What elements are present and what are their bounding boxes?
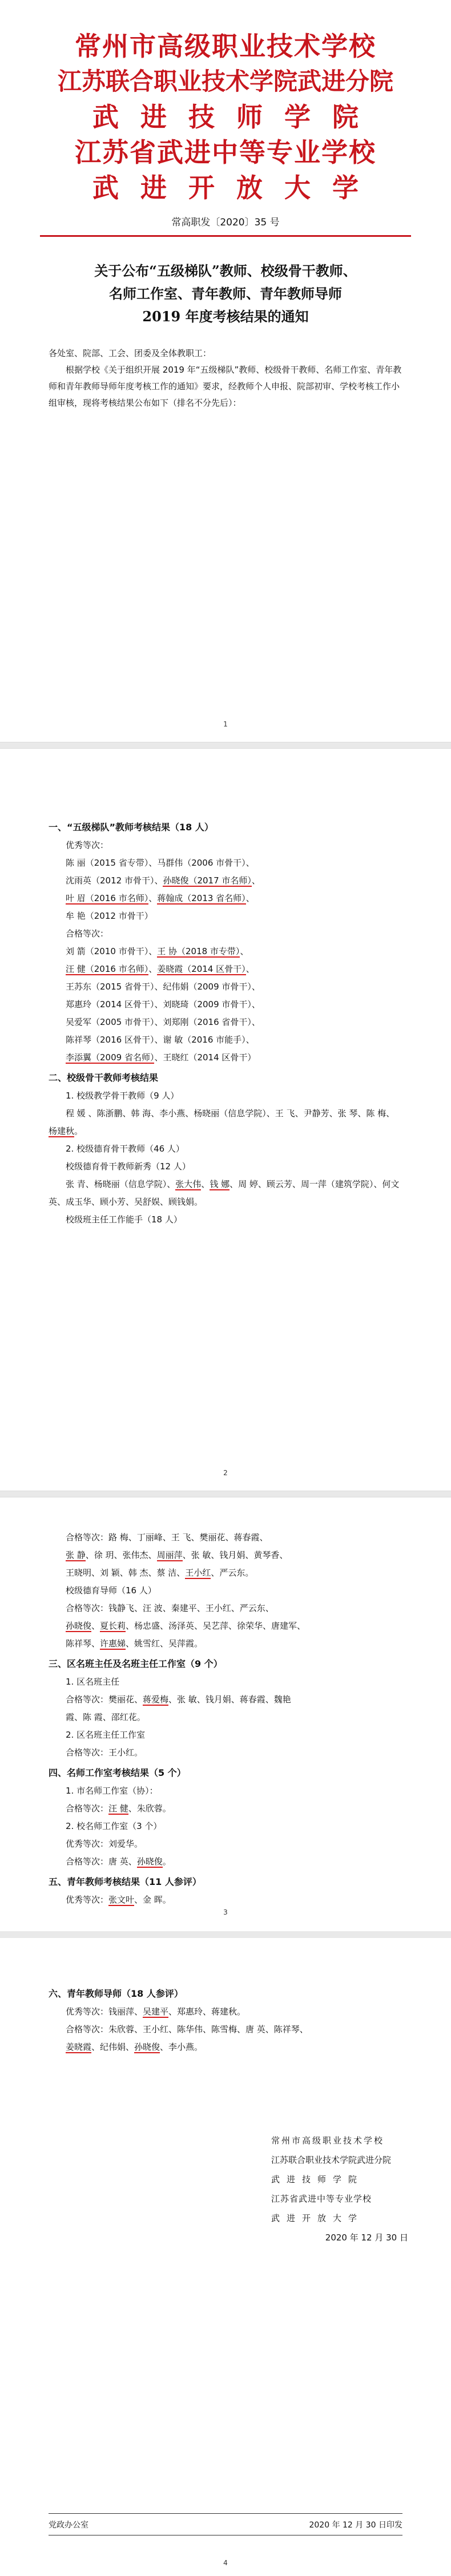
result-line bbox=[49, 996, 402, 1014]
result-line bbox=[49, 890, 402, 907]
underlined-name: 许惠娣 bbox=[100, 1638, 126, 1649]
result-label: 优秀等次： bbox=[66, 840, 109, 850]
section-title: 一、“五级梯队”教师考核结果（18 人） bbox=[49, 822, 214, 833]
signature-line: 江苏省武进中等专业学校 bbox=[271, 2194, 372, 2204]
result-line bbox=[49, 872, 402, 890]
text-segment: 、杨忠盛、汤泽英、吴艺萍、徐荣华、唐建军、 bbox=[126, 1621, 306, 1631]
result-line bbox=[49, 1529, 402, 1547]
underlined-name: 姜晓霞（2014 区骨干） bbox=[157, 964, 246, 974]
sub-heading: 校级班主任工作能手（18 人） bbox=[66, 1214, 182, 1225]
underlined-name: 孙晓俊 bbox=[66, 1621, 92, 1631]
text-segment: 。 bbox=[74, 1126, 83, 1136]
result-line bbox=[49, 854, 402, 872]
title-line: 2019 年度考核结果的通知 bbox=[142, 308, 309, 325]
text-segment: 、 bbox=[148, 893, 158, 903]
sub-heading: 2. 校名师工作室（3 个） bbox=[66, 1821, 162, 1831]
result-line bbox=[49, 1800, 402, 1818]
result-line bbox=[49, 1617, 402, 1635]
letterhead-line: 常州市高级职业技术学校 bbox=[75, 31, 376, 62]
text-segment: 、朱欣蓉。 bbox=[128, 1803, 171, 1814]
text-segment: 牟 艳（2012 市骨干） bbox=[66, 911, 153, 921]
underlined-name: 孙晓俊 bbox=[134, 2042, 160, 2052]
result-lines bbox=[49, 943, 402, 1067]
result-line bbox=[49, 907, 402, 925]
sub-heading: 校级德育导师（16 人） bbox=[66, 1585, 156, 1596]
result-line bbox=[49, 1709, 402, 1726]
underlined-name: 张大伟 bbox=[175, 1179, 202, 1189]
sub-heading: 校级德育骨干教师新秀（12 人） bbox=[66, 1161, 191, 1172]
sub-heading: 2. 校级德育骨干教师（46 人） bbox=[66, 1144, 184, 1154]
result-lines bbox=[49, 1529, 402, 1582]
text-segment: 合格等次：樊丽花、 bbox=[66, 1694, 143, 1705]
text-segment: 陈 丽（2015 省专带）、马群伟（2006 市骨干）、 bbox=[66, 858, 255, 868]
section-6 bbox=[49, 1983, 402, 2056]
text-segment: 、 bbox=[251, 875, 260, 886]
letterhead-line: 武进技师学院 bbox=[92, 102, 380, 132]
text-segment: 合格等次：唐 英、 bbox=[66, 1856, 137, 1867]
underlined-name: 李添翼（2009 省名师） bbox=[66, 1052, 155, 1063]
page-number: 1 bbox=[223, 720, 228, 728]
text-segment: 霞、陈 霞、邵红花。 bbox=[66, 1712, 146, 1722]
text-segment: 、张 敏、钱月娟、黄琴香、 bbox=[182, 1550, 288, 1560]
section-title: 六、青年教师导师（18 人参评） bbox=[49, 1988, 183, 1999]
text-segment: 、王晓红（2014 区骨干） bbox=[154, 1052, 256, 1063]
sub-heading: 2. 区名班主任工作室 bbox=[66, 1730, 146, 1740]
title-line: 名师工作室、青年教师、青年教师导师 bbox=[109, 285, 342, 302]
result-line bbox=[49, 1105, 402, 1140]
page-number: 3 bbox=[223, 1908, 228, 1916]
result-lines bbox=[49, 1105, 402, 1140]
footer bbox=[49, 2519, 402, 2530]
result-lines bbox=[49, 854, 402, 925]
result-line bbox=[49, 1600, 402, 1617]
result-line bbox=[49, 1891, 402, 1909]
result-line bbox=[49, 1744, 402, 1762]
result-lines bbox=[49, 1891, 402, 1909]
signature-line: 江苏联合职业技术学院武进分院 bbox=[271, 2155, 392, 2165]
text-segment: 刘 箭（2010 市骨干）、 bbox=[66, 946, 158, 956]
section-title: 三、区名班主任及名班主任工作室（9 个） bbox=[49, 1658, 223, 1669]
page-number: 4 bbox=[223, 2559, 228, 2567]
text-segment: 合格等次：路 梅、丁丽峰、王 飞、樊丽花、蒋春霞、 bbox=[66, 1532, 268, 1543]
result-line bbox=[49, 1564, 402, 1582]
text-segment: 、 bbox=[91, 1621, 100, 1631]
text-segment: 陈祥琴（2016 区骨干）、谢 敏（2016 市能手）、 bbox=[66, 1035, 255, 1045]
underlined-name: 孙晓俊（2017 市名师） bbox=[163, 875, 252, 886]
result-lines bbox=[49, 2003, 402, 2056]
result-lines bbox=[49, 1835, 402, 1871]
underlined-name: 王小红 bbox=[185, 1568, 211, 1578]
sub-heading: 1. 区名班主任 bbox=[66, 1677, 120, 1687]
result-line bbox=[49, 2038, 402, 2056]
text-segment: 郑惠玲（2014 区骨干）、刘晓琦（2009 市骨干）、 bbox=[66, 999, 260, 1010]
underlined-name: 蒋爱梅 bbox=[143, 1694, 169, 1705]
intro bbox=[49, 345, 402, 411]
text-segment: 、徐 玥、张伟杰、 bbox=[85, 1550, 157, 1560]
letterhead-line: 武进开放大学 bbox=[92, 172, 380, 203]
result-line bbox=[49, 1547, 402, 1564]
document-title bbox=[34, 260, 417, 328]
text-segment: 王苏东（2015 省骨干）、纪伟娟（2009 市骨干）、 bbox=[66, 982, 260, 992]
underlined-name: 张 静 bbox=[66, 1550, 86, 1560]
text-segment: 、纪伟娟、 bbox=[91, 2042, 135, 2052]
sub-heading: 1. 校级教学骨干教师（9 人） bbox=[66, 1091, 179, 1101]
underlined-name: 钱 娜 bbox=[210, 1179, 230, 1189]
section-title: 二、校级骨干教师考核结果 bbox=[49, 1072, 159, 1083]
text-segment: 。 bbox=[162, 1856, 171, 1867]
underlined-name: 孙晓俊 bbox=[136, 1856, 163, 1867]
result-line bbox=[49, 1031, 402, 1049]
result-lines bbox=[49, 1600, 402, 1653]
text-segment: 、 bbox=[148, 964, 158, 974]
underlined-name: 汪 健（2016 市名师） bbox=[66, 964, 149, 974]
text-segment: 、 bbox=[245, 964, 255, 974]
text-segment: 合格等次：朱欣蓉、王小红、陈华伟、陈雪梅、唐 英、陈祥琴、 bbox=[66, 2024, 308, 2034]
result-line bbox=[49, 1014, 402, 1031]
text-segment: 优秀等次： bbox=[66, 1895, 109, 1905]
underlined-name: 张文叶 bbox=[108, 1895, 135, 1905]
signature-date: 2020 年 12 月 30 日 bbox=[325, 2232, 408, 2243]
section-title: 五、青年教师考核结果（11 人参评） bbox=[49, 1876, 202, 1887]
result-line bbox=[49, 1691, 402, 1709]
text-segment: 、姚雪红、吴萍霞。 bbox=[126, 1638, 203, 1649]
text-segment: 、郑惠玲、蒋建秋。 bbox=[168, 2006, 246, 2017]
result-line bbox=[49, 2003, 402, 2021]
text-segment: 、李小燕。 bbox=[160, 2042, 203, 2052]
page-3 bbox=[0, 1497, 451, 2576]
underlined-name: 叶 眉（2016 市名师） bbox=[66, 893, 149, 903]
underlined-name: 吴建平 bbox=[143, 2006, 169, 2017]
underlined-name: 杨建秋 bbox=[49, 1126, 75, 1136]
result-lines bbox=[49, 1744, 402, 1762]
result-line bbox=[49, 1853, 402, 1871]
page-1 bbox=[0, 0, 451, 742]
intro-paragraph: 根据学校《关于组织开展 2019 年“五级梯队”教师、校级骨干教师、名师工作室、青年教师和青年教师导师年度考核工作的通知》要求，经教师个人申报、院部初审、学校考核工作小组审核，现将考核结果公布如下（排名不分先后）： bbox=[49, 365, 402, 408]
result-lines bbox=[49, 1800, 402, 1818]
footer-issuer: 党政办公室 bbox=[49, 2521, 88, 2530]
footer-print-date: 2020 年 12 月 30 日印发 bbox=[309, 2521, 402, 2530]
letterhead-line: 江苏联合职业技术学院武进分院 bbox=[57, 67, 393, 95]
text-segment: 、张 敏、钱月娟、蒋春霞、魏艳 bbox=[168, 1694, 291, 1705]
result-line bbox=[49, 978, 402, 996]
text-segment: 、金 晖。 bbox=[134, 1895, 171, 1905]
document-number: 常高职发〔2020〕35 号 bbox=[171, 217, 280, 228]
text-segment: 合格等次： bbox=[66, 1803, 109, 1814]
text-segment: 王晓明、刘 颖、韩 杰、蔡 洁、 bbox=[66, 1568, 186, 1578]
text-segment: 、严云东。 bbox=[211, 1568, 254, 1578]
underlined-name: 夏长莉 bbox=[100, 1621, 126, 1631]
text-segment: 、 bbox=[240, 946, 249, 956]
page-2 bbox=[0, 749, 451, 1491]
text-segment: 、周 婷、顾云芳、周一萍（建筑学院）、何文英、成玉华、顾小芳、吴舒娱、顾钱娟。 bbox=[49, 1179, 400, 1207]
section-title: 四、名师工作室考核结果（5 个） bbox=[49, 1767, 186, 1778]
page-number: 2 bbox=[223, 1469, 228, 1477]
result-line bbox=[49, 1176, 402, 1211]
text-segment: 程 媛 、陈浙鹏、韩 海、李小燕、杨晓丽（信息学院）、王 飞、尹静芳、张 琴、陈 梅、 bbox=[66, 1108, 395, 1119]
red-divider bbox=[40, 235, 411, 237]
sub-heading: 1. 市名师工作室（协）： bbox=[66, 1786, 158, 1796]
text-segment: 、 bbox=[245, 893, 255, 903]
section-1 bbox=[49, 816, 402, 1229]
text-segment: 合格等次：钱静飞、汪 波、秦建平、王小红、严云东、 bbox=[66, 1603, 274, 1613]
greeting: 各处室、院部、工会、团委及全体教职工： bbox=[49, 348, 212, 358]
underlined-name: 王 协（2018 市专带） bbox=[157, 946, 240, 956]
text-segment: 、 bbox=[201, 1179, 210, 1189]
page-gap bbox=[0, 1931, 451, 1938]
signature-line: 武进技师学院 bbox=[271, 2174, 364, 2185]
signature-line: 武进开放大学 bbox=[271, 2213, 364, 2223]
underlined-name: 姜晓霞 bbox=[66, 2042, 92, 2052]
title-line: 关于公布“五级梯队”教师、校级骨干教师、 bbox=[94, 263, 357, 279]
result-line bbox=[49, 1049, 402, 1067]
text-segment: 合格等次：王小红。 bbox=[66, 1747, 143, 1758]
signature-block bbox=[271, 2131, 420, 2247]
underlined-name: 蒋翰成（2013 省名师） bbox=[157, 893, 246, 903]
result-line bbox=[49, 960, 402, 978]
signature-line: 常州市高级职业技术学校 bbox=[271, 2135, 385, 2146]
document-letterhead bbox=[34, 29, 417, 205]
result-line bbox=[49, 1635, 402, 1653]
sections-2-5 bbox=[49, 1529, 402, 1909]
result-line bbox=[49, 2021, 402, 2038]
text-segment: 张 青、杨晓丽（信息学院）、 bbox=[66, 1179, 176, 1189]
footer-rule bbox=[49, 2513, 402, 2514]
text-segment: 沈雨英（2012 市骨干）、 bbox=[66, 875, 163, 886]
result-line bbox=[49, 1835, 402, 1853]
letterhead-line: 江苏省武进中等专业学校 bbox=[75, 137, 376, 168]
result-label: 合格等次： bbox=[66, 928, 109, 939]
text-segment: 陈祥琴、 bbox=[66, 1638, 100, 1649]
text-segment: 优秀等次：钱丽萍、 bbox=[66, 2006, 143, 2017]
result-lines bbox=[49, 1691, 402, 1726]
underlined-name: 汪 健 bbox=[108, 1803, 128, 1814]
underlined-name: 周丽萍 bbox=[156, 1550, 183, 1560]
result-line bbox=[49, 943, 402, 960]
result-lines bbox=[49, 1176, 402, 1211]
text-segment: 吴爱军（2005 市骨干）、刘郑刚（2016 省骨干）、 bbox=[66, 1017, 260, 1027]
text-segment: 优秀等次：刘爱华。 bbox=[66, 1839, 143, 1849]
